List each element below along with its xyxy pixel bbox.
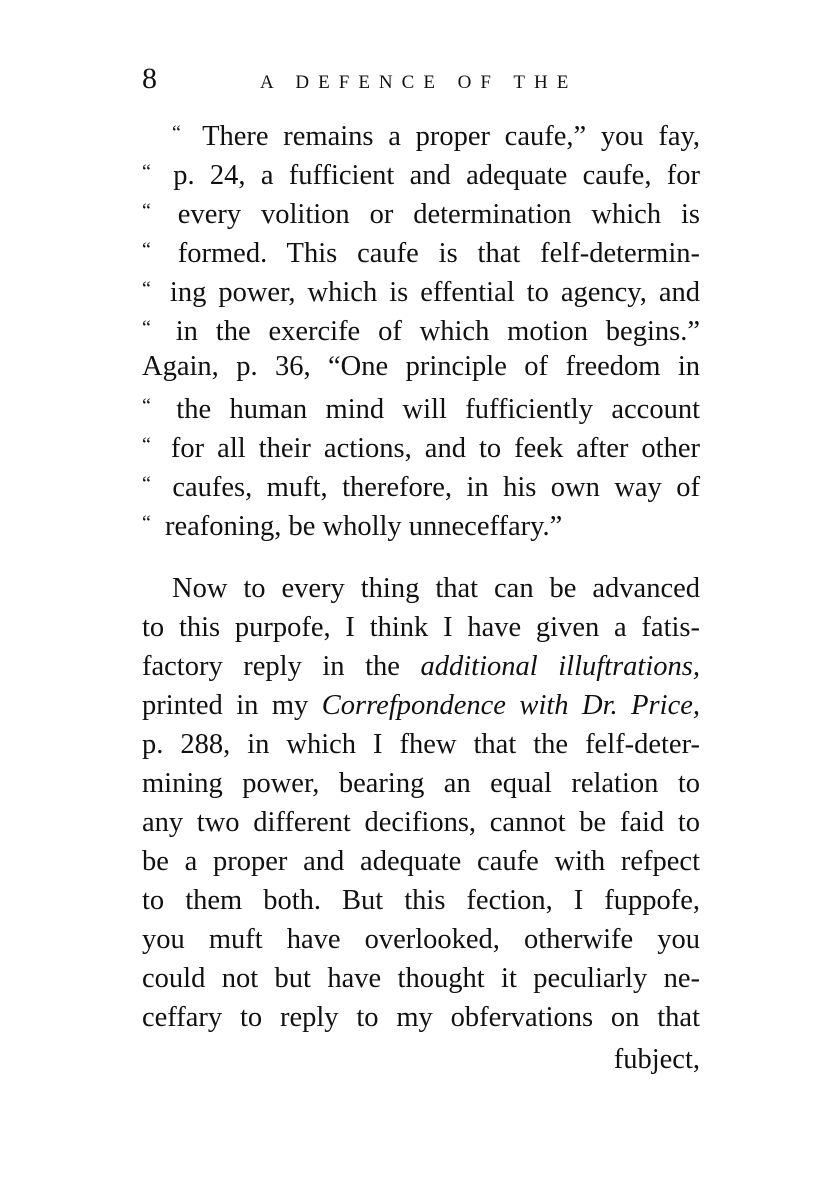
text-line: [142, 311, 700, 349]
text-line: could not but have thought it peculiarly ne-: [142, 963, 700, 994]
text-line: [142, 467, 700, 505]
line-text: for all their actions, and to feek after other: [157, 433, 700, 464]
line-text: the human mind will fufficiently account: [157, 394, 700, 425]
quote-mark: “: [142, 278, 150, 300]
text-line: [142, 233, 700, 271]
quote-mark: “: [142, 512, 150, 534]
text-line: [142, 194, 700, 232]
text-line: be a proper and adequate caufe with refpect: [142, 846, 700, 877]
line-text: every volition or determination which is: [157, 199, 700, 230]
quote-mark: “: [172, 122, 180, 144]
text-line: [172, 116, 700, 154]
text-line: [142, 689, 700, 723]
text-line: ceffary to reply to my obfervations on that: [142, 1002, 700, 1033]
text-line: [142, 428, 700, 466]
quote-mark: “: [142, 473, 150, 495]
text-line: [142, 155, 700, 193]
quote-mark: “: [142, 434, 150, 456]
line-text: There remains a proper caufe,” you fay,: [187, 121, 700, 152]
running-head: A DEFENCE OF THE: [260, 72, 578, 93]
line-text: factory reply in the: [142, 651, 421, 682]
line-text: in the exercife of which motion begins.”: [157, 316, 700, 347]
text-line: p. 288, in which I fhew that the felf-deter-: [142, 729, 700, 760]
page-number: 8: [142, 62, 157, 95]
quote-mark: “: [142, 239, 150, 261]
quote-mark: “: [142, 395, 150, 417]
line-text: reafoning, be wholly unneceffary.”: [157, 511, 563, 542]
text-line: any two different decifions, cannot be faid to: [142, 807, 700, 838]
text-line: [142, 272, 700, 310]
text-line: you muft have overlooked, otherwife you: [142, 924, 700, 955]
catchword: fubject,: [613, 1044, 700, 1075]
line-text: printed in my: [142, 690, 322, 721]
text-line: [142, 350, 700, 384]
page-header: [142, 62, 702, 102]
line-text: caufes, muft, therefore, in his own way of: [157, 472, 700, 503]
text-line: Now to every thing that can be advanced: [172, 573, 700, 604]
quote-mark: “: [142, 161, 150, 183]
text-line: mining power, bearing an equal relation to: [142, 768, 700, 799]
text-line: to them both. But this fection, I fuppofe,: [142, 885, 700, 916]
text-line: to this purpofe, I think I have given a fatis-: [142, 612, 700, 643]
line-text: ing power, which is effential to agency, and: [157, 277, 700, 308]
line-text: p. 24, a fufficient and adequate caufe, for: [157, 160, 700, 191]
line-text: formed. This caufe is that felf-determin-: [157, 238, 700, 269]
text-line: [142, 650, 700, 684]
italic-title: Correfpondence with Dr. Price,: [321, 690, 700, 721]
line-text: Again, p. 36, “One principle of freedom in: [142, 351, 700, 382]
italic-title: additional illuftrations,: [420, 651, 700, 682]
text-line: [142, 389, 700, 427]
text-line: [142, 506, 700, 544]
quote-mark: “: [142, 200, 150, 222]
quote-mark: “: [142, 317, 150, 339]
